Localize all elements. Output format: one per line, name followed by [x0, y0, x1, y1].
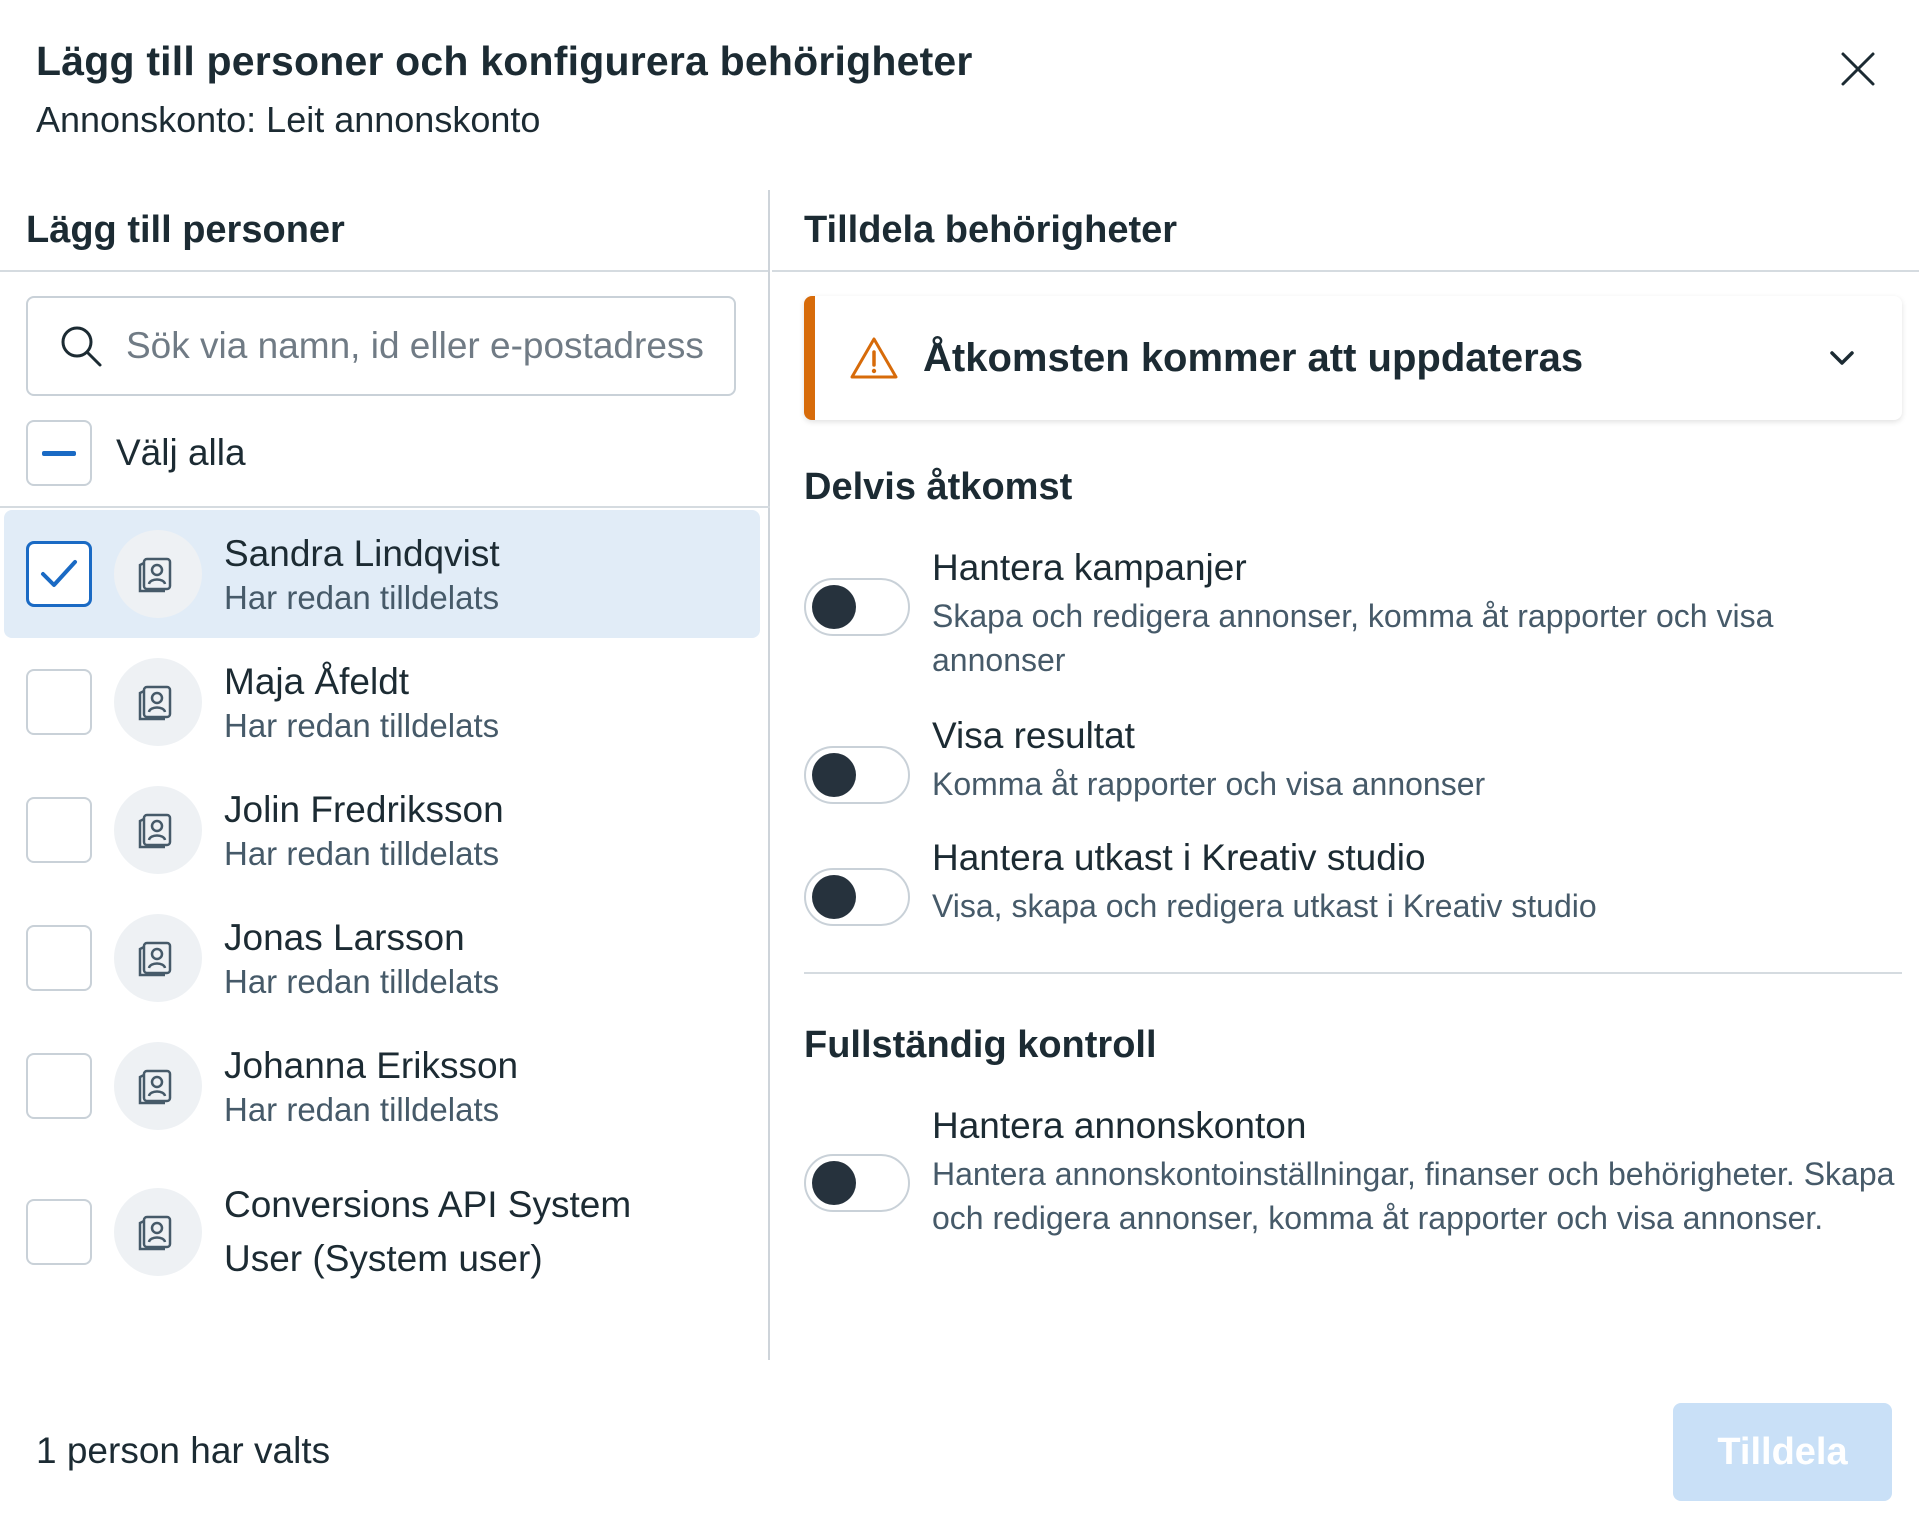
close-icon	[1833, 44, 1883, 94]
person-status: Har redan tilldelats	[224, 963, 500, 1000]
alert-text: Åtkomsten kommer att uppdateras	[923, 335, 1584, 380]
avatar	[114, 1188, 202, 1276]
indeterminate-dash-icon	[42, 451, 76, 456]
add-people-heading: Lägg till personer	[0, 190, 768, 272]
permission-text	[932, 836, 1902, 928]
person-name: Jonas Larsson	[224, 917, 465, 958]
toggle-knob	[812, 753, 856, 797]
view-results-toggle[interactable]	[804, 746, 910, 804]
select-all-row[interactable]	[26, 418, 246, 488]
avatar	[114, 530, 202, 618]
manage-campaigns-toggle[interactable]	[804, 578, 910, 636]
person-status: Har redan tilldelats	[224, 579, 500, 616]
select-all-checkbox[interactable]	[26, 420, 92, 486]
person-badge-icon	[135, 935, 181, 981]
toggle-knob	[812, 875, 856, 919]
permissions-panel	[772, 190, 1919, 1360]
person-row[interactable]	[4, 638, 760, 766]
permission-title: Hantera annonskonton	[932, 1105, 1307, 1146]
dialog-title: Lägg till personer och konfigurera behörigheter	[36, 38, 973, 84]
person-badge-icon	[135, 1209, 181, 1255]
avatar	[114, 914, 202, 1002]
avatar	[114, 658, 202, 746]
person-checkbox[interactable]	[26, 925, 92, 991]
person-status: Har redan tilldelats	[224, 835, 500, 872]
person-badge-icon	[135, 807, 181, 853]
manage-ad-accounts-toggle[interactable]	[804, 1154, 910, 1212]
permissions-heading: Tilldela behörigheter	[772, 190, 1919, 272]
person-status: Har redan tilldelats	[224, 1091, 500, 1128]
permission-text	[932, 546, 1902, 682]
person-text	[224, 915, 499, 1001]
divider	[804, 972, 1902, 974]
permission-title: Visa resultat	[932, 715, 1135, 756]
permission-text	[932, 714, 1902, 806]
person-name: Maja Åfeldt	[224, 661, 410, 702]
person-checkbox[interactable]	[26, 797, 92, 863]
access-update-alert[interactable]	[804, 296, 1902, 420]
add-people-panel	[0, 190, 770, 1360]
warning-icon	[849, 335, 899, 381]
checkmark-icon	[37, 552, 81, 596]
permission-description: Komma åt rapporter och visa annonser	[932, 766, 1486, 802]
person-text	[224, 659, 499, 745]
close-button[interactable]	[1833, 44, 1883, 94]
person-row[interactable]	[4, 510, 760, 638]
avatar	[114, 1042, 202, 1130]
person-row[interactable]	[4, 1022, 760, 1150]
select-all-label: Välj alla	[116, 432, 246, 473]
permission-description: Hantera annonskontoinställningar, finanser och behörigheter. Skapa och redigera annonser, komma åt rapporter och visa annonser.	[932, 1156, 1895, 1236]
manage-drafts-toggle[interactable]	[804, 868, 910, 926]
toggle-knob	[812, 585, 856, 629]
person-text	[224, 787, 504, 873]
person-checkbox[interactable]	[26, 1053, 92, 1119]
person-row[interactable]	[4, 766, 760, 894]
person-checkbox[interactable]	[26, 541, 92, 607]
person-row[interactable]	[4, 1156, 760, 1308]
person-text	[224, 1178, 694, 1286]
partial-access-title: Delvis åtkomst	[804, 466, 1073, 508]
dialog-subtitle: Annonskonto: Leit annonskonto	[36, 99, 541, 140]
search-icon	[58, 323, 104, 369]
divider	[0, 506, 770, 508]
permission-text	[932, 1104, 1902, 1240]
person-text	[224, 531, 500, 617]
person-name: Conversions API System User (System user)	[224, 1184, 632, 1279]
full-control-title: Fullständig kontroll	[804, 1024, 1157, 1066]
chevron-down-icon[interactable]	[1822, 338, 1862, 378]
dialog-header	[36, 38, 1883, 148]
person-checkbox[interactable]	[26, 1199, 92, 1265]
toggle-knob	[812, 1161, 856, 1205]
people-list	[4, 510, 760, 1308]
permission-title: Hantera kampanjer	[932, 547, 1247, 588]
assign-button[interactable]: Tilldela	[1673, 1403, 1892, 1501]
permission-description: Visa, skapa och redigera utkast i Kreativ studio	[932, 888, 1597, 924]
search-input[interactable]	[126, 325, 706, 367]
person-name: Sandra Lindqvist	[224, 533, 500, 574]
selected-count: 1 person har valts	[36, 1430, 331, 1471]
person-name: Jolin Fredriksson	[224, 789, 504, 830]
person-badge-icon	[135, 551, 181, 597]
search-box[interactable]	[26, 296, 736, 396]
person-badge-icon	[135, 1063, 181, 1109]
avatar	[114, 786, 202, 874]
person-text	[224, 1043, 518, 1129]
person-badge-icon	[135, 679, 181, 725]
person-checkbox[interactable]	[26, 669, 92, 735]
person-row[interactable]	[4, 894, 760, 1022]
person-status: Har redan tilldelats	[224, 707, 500, 744]
permission-title: Hantera utkast i Kreativ studio	[932, 837, 1426, 878]
person-name: Johanna Eriksson	[224, 1045, 519, 1086]
permission-description: Skapa och redigera annonser, komma åt rapporter och visa annonser	[932, 598, 1774, 678]
